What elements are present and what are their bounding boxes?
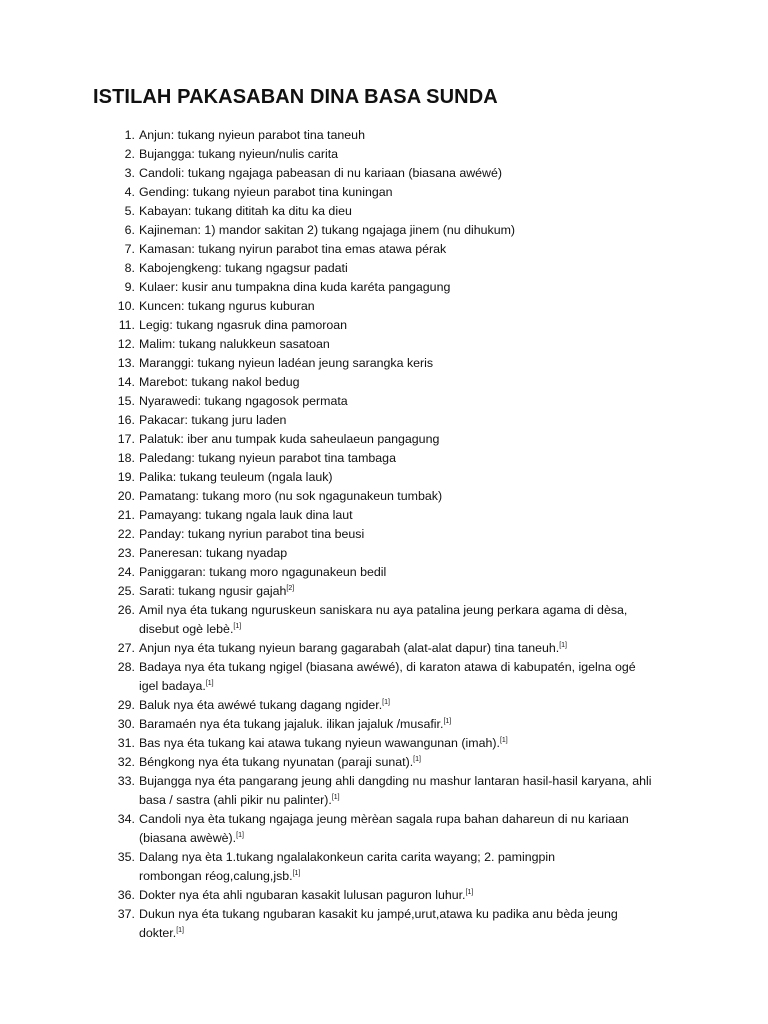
footnote-reference[interactable]: [1] [236,832,244,839]
footnote-reference[interactable]: [1] [205,680,214,687]
list-item-number: 10. [117,299,135,313]
list-item-number: 7. [124,242,135,256]
list-item-text: Kuncen: tukang ngurus kuburan [139,299,315,313]
list-item-number: 26. [117,603,135,617]
list-item-number: 33. [117,774,135,788]
list-item [92,772,692,810]
list-item-text: Paneresan: tukang nyadap [139,546,288,560]
list-item-number: 36. [117,888,135,902]
list-item-text: Pakacar: tukang juru laden [139,413,287,427]
list-item [92,886,692,905]
footnote-reference[interactable]: [1] [443,718,452,725]
list-item [92,392,692,411]
list-item-text-continued: disebut ogè lebè. [139,622,234,636]
footnote-reference[interactable]: [1] [465,889,474,896]
list-item-number: 37. [117,907,135,921]
footnote-reference[interactable]: [1] [331,794,340,801]
list-item [92,715,692,734]
list-item-text: Sarati: tukang ngusir gajah [139,584,287,598]
list-item-text: Pamatang: tukang moro (nu sok ngagunakeun tumbak) [139,489,443,503]
list-item [92,449,692,468]
list-item [92,753,692,772]
list-item [92,810,692,848]
list-item [92,183,692,202]
list-item-number: 24. [117,565,135,579]
list-item [92,639,692,658]
list-item [92,544,692,563]
list-item [92,525,692,544]
list-item-text: Kajineman: 1) mandor sakitan 2) tukang ngajaga jinem (nu dihukum) [139,223,516,237]
list-item-text: Baluk nya éta awéwé tukang dagang ngider. [139,698,383,712]
list-item [92,734,692,753]
list-item [92,582,692,601]
list-item-text: Maranggi: tukang nyieun ladéan jeung sarangka keris [139,356,434,370]
list-item [92,297,692,316]
list-item-number: 11. [118,318,135,332]
list-item-number: 9. [124,280,135,294]
list-item-number: 31. [117,736,135,750]
list-item [92,848,692,886]
list-item-number: 4. [124,185,135,199]
list-item [92,601,692,639]
list-item-number: 27. [117,641,135,655]
list-item-number: 2. [124,147,135,161]
list-item-number: 25. [117,584,135,598]
list-item-text: Bujangga: tukang nyieun/nulis carita [139,147,339,161]
list-item-text: Baramaén nya éta tukang jajaluk. ilikan jajaluk /musafir. [139,717,444,731]
list-item [92,905,692,943]
list-item [92,354,692,373]
list-item-text: Paledang: tukang nyieun parabot tina tambaga [139,451,396,465]
list-item [92,316,692,335]
list-item-number: 28. [117,660,135,674]
list-item-text-continued: dokter. [139,926,177,940]
list-item [92,164,692,183]
list-item-text-continued: igel badaya. [139,679,206,693]
footnote-reference[interactable]: [1] [233,623,242,630]
list-item-text: Anjun nya éta tukang nyieun barang gagarabah (alat-alat dapur) tina taneuh. [139,641,560,655]
list-item-text: Bas nya éta tukang kai atawa tukang nyieun wawangunan (imah). [139,736,500,750]
list-item-number: 22. [117,527,135,541]
footnote-reference[interactable]: [1] [413,756,421,763]
list-item [92,468,692,487]
list-item-text: Amil nya éta tukang nguruskeun saniskara nu aya patalina jeung perkara agama di dèsa, [139,603,628,617]
list-item-number: 18. [117,451,135,465]
list-item-text: Palatuk: iber anu tumpak kuda saheulaeun pangagung [139,432,440,446]
list-item-text-continued: rombongan réog,calung,jsb. [139,869,293,883]
list-item-number: 3. [124,166,135,180]
list-item-text-continued: (biasana awèwè). [139,831,237,845]
list-item [92,335,692,354]
list-item [92,202,692,221]
list-item [92,126,692,145]
list-item-number: 35. [117,850,135,864]
list-item-text: Candoli: tukang ngajaga pabeasan di nu kariaan (biasana awéwé) [139,166,503,180]
list-item-text: Pamayang: tukang ngala lauk dina laut [139,508,353,522]
list-item-number: 5. [124,204,135,218]
list-item [92,373,692,392]
list-item-number: 30. [117,717,135,731]
list-item-number: 32. [117,755,135,769]
list-item-number: 1. [124,128,135,142]
list-item-text: Kabayan: tukang dititah ka ditu ka dieu [139,204,352,218]
list-item-number: 23. [117,546,135,560]
list-item [92,506,692,525]
list-item-text: Kamasan: tukang nyirun parabot tina emas atawa pérak [139,242,447,256]
list-item-number: 13. [117,356,135,370]
list-item-number: 21. [117,508,135,522]
page-title: ISTILAH PAKASABAN DINA BASA SUNDA [93,86,498,108]
list-item-text: Béngkong nya éta tukang nyunatan (paraji sunat). [139,755,414,769]
list-item [92,430,692,449]
list-item-number: 8. [124,261,135,275]
list-item [92,278,692,297]
list-item-number: 29. [117,698,135,712]
footnote-reference[interactable]: [1] [499,737,508,744]
list-item [92,487,692,506]
list-item-number: 15. [117,394,135,408]
list-item-number: 12. [117,337,135,351]
list-item [92,696,692,715]
footnote-reference[interactable]: [2] [286,585,295,592]
list-item-number: 20. [117,489,135,503]
footnote-reference[interactable]: [1] [382,699,390,706]
footnote-reference[interactable]: [1] [292,870,301,877]
list-item-text: Bujangga nya éta pangarang jeung ahli dangding nu mashur lantaran hasil-hasil karyana, ahli [139,774,652,788]
list-item-number: 34. [117,812,135,826]
list-item-number: 14. [117,375,135,389]
list-item-text: Kulaer: kusir anu tumpakna dina kuda karéta pangagung [139,280,451,294]
list-item [92,240,692,259]
list-item-text: Anjun: tukang nyieun parabot tina taneuh [139,128,365,142]
list-item-text: Dokter nya éta ahli ngubaran kasakit lulusan paguron luhur. [139,888,466,902]
list-item [92,221,692,240]
list-item [92,145,692,164]
list-item [92,259,692,278]
list-item [92,658,692,696]
list-item-text: Gending: tukang nyieun parabot tina kuningan [139,185,393,199]
list-item-text: Paniggaran: tukang moro ngagunakeun bedil [139,565,387,579]
list-item-text: Malim: tukang nalukkeun sasatoan [139,337,330,351]
list-item-text: Panday: tukang nyriun parabot tina beusi [139,527,365,541]
footnote-reference[interactable]: [1] [176,927,184,934]
list-item-text: Candoli nya èta tukang ngajaga jeung mèrèan sagala rupa bahan dahareun di nu kariaan [139,812,629,826]
list-item-text: Marebot: tukang nakol bedug [139,375,300,389]
list-item-number: 19. [117,470,135,484]
list-item-number: 16. [117,413,135,427]
list-item-text: Dukun nya éta tukang ngubaran kasakit ku jampé,urut,atawa ku padika anu bèda jeung [139,907,618,921]
list-item [92,411,692,430]
list-item-number: 17. [117,432,135,446]
list-item-text: Palika: tukang teuleum (ngala lauk) [139,470,333,484]
occupation-list [92,126,692,943]
list-item [92,563,692,582]
list-item-text: Nyarawedi: tukang ngagosok permata [139,394,348,408]
list-item-text: Badaya nya éta tukang ngigel (biasana awéwé), di karaton atawa di kabupatén, igelna ogé [139,660,636,674]
list-item-text: Legig: tukang ngasruk dina pamoroan [139,318,348,332]
list-item-number: 6. [124,223,135,237]
list-item-text: Dalang nya èta 1.tukang ngalalakonkeun carita carita wayang; 2. pamingpin [139,850,556,864]
footnote-reference[interactable]: [1] [559,642,568,649]
list-item-text: Kabojengkeng: tukang ngagsur padati [139,261,348,275]
list-item-text-continued: basa / sastra (ahli pikir nu palinter). [139,793,332,807]
